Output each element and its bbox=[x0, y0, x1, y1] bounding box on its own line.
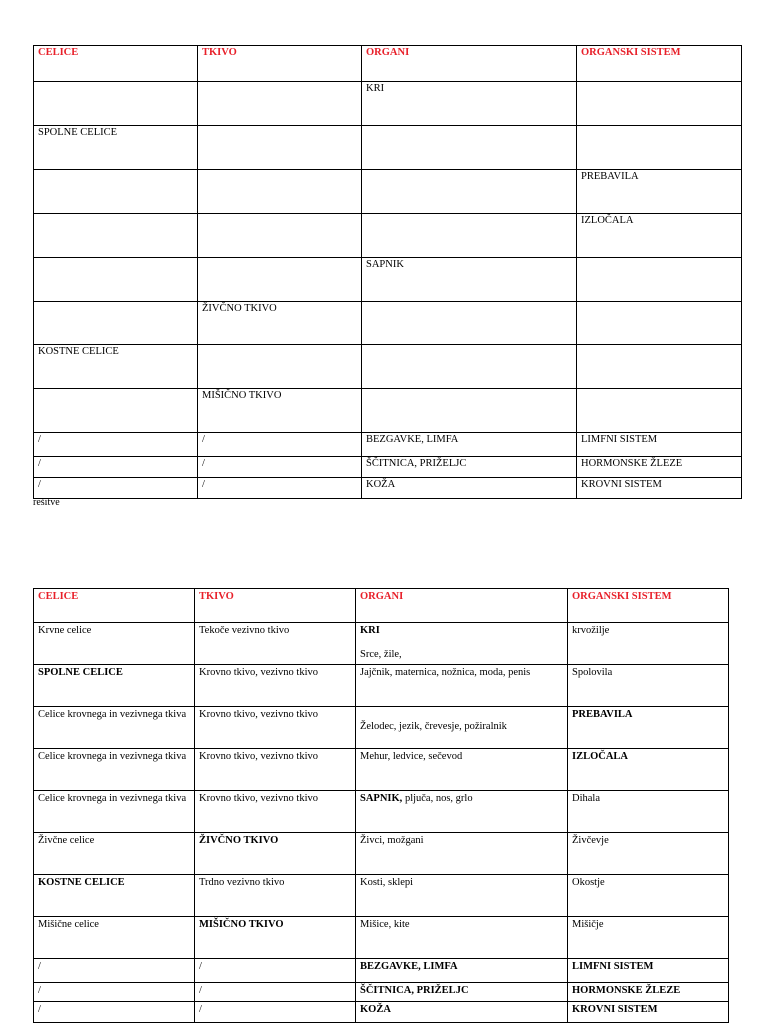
solutions-table bbox=[33, 588, 729, 1023]
table-cell bbox=[362, 389, 577, 433]
table-row bbox=[34, 875, 729, 917]
table-cell: Celice krovnega in vezivnega tkiva bbox=[34, 791, 195, 833]
table-cell bbox=[577, 258, 742, 302]
table-row bbox=[34, 478, 742, 499]
table-cell bbox=[577, 302, 742, 345]
table-cell: Okostje bbox=[568, 875, 729, 917]
table-row bbox=[34, 457, 742, 478]
table-row bbox=[34, 258, 742, 302]
table-cell: Kosti, sklepi bbox=[356, 875, 568, 917]
table-row bbox=[34, 345, 742, 389]
table-cell: Krovno tkivo, vezivno tkivo bbox=[195, 707, 356, 749]
table-row bbox=[34, 983, 729, 1002]
table-cell bbox=[577, 345, 742, 389]
organ-bold: SAPNIK, bbox=[360, 793, 403, 804]
table-cell bbox=[356, 707, 568, 749]
table-cell: Jajčnik, maternica, nožnica, moda, penis bbox=[356, 665, 568, 707]
header-organi: ORGANI bbox=[356, 589, 568, 623]
table-header-row bbox=[34, 589, 729, 623]
table-cell: Živčne celice bbox=[34, 833, 195, 875]
table-cell bbox=[34, 82, 198, 126]
table-cell: Mehur, ledvice, sečevod bbox=[356, 749, 568, 791]
table-cell bbox=[34, 389, 198, 433]
table-cell: Dihala bbox=[568, 791, 729, 833]
table-cell: BEZGAVKE, LIMFA bbox=[356, 959, 568, 983]
table-cell: Mišične celice bbox=[34, 917, 195, 959]
table-cell bbox=[198, 82, 362, 126]
table-cell: / bbox=[195, 983, 356, 1002]
table-cell: Krovno tkivo, vezivno tkivo bbox=[195, 749, 356, 791]
header-celice: CELICE bbox=[34, 589, 195, 623]
table-row bbox=[34, 791, 729, 833]
table-row bbox=[34, 833, 729, 875]
worksheet-table bbox=[33, 45, 742, 499]
table-cell: ŠČITNICA, PRIŽELJC bbox=[356, 983, 568, 1002]
table-cell: Živčevje bbox=[568, 833, 729, 875]
table-cell bbox=[362, 170, 577, 214]
table-cell: / bbox=[195, 959, 356, 983]
header-tkivo: TKIVO bbox=[195, 589, 356, 623]
table-cell: LIMFNI SISTEM bbox=[577, 433, 742, 457]
table-cell: KOSTNE CELICE bbox=[34, 875, 195, 917]
header-tkivo: TKIVO bbox=[198, 46, 362, 82]
table-cell bbox=[198, 214, 362, 258]
table-cell: / bbox=[34, 1002, 195, 1023]
table-cell: Krvne celice bbox=[34, 623, 195, 665]
table-row bbox=[34, 82, 742, 126]
table-cell: krvožilje bbox=[568, 623, 729, 665]
table-cell: KOŽA bbox=[362, 478, 577, 499]
table-cell: Živci, možgani bbox=[356, 833, 568, 875]
table-cell: / bbox=[198, 457, 362, 478]
table-cell bbox=[198, 170, 362, 214]
table-cell: Trdno vezivno tkivo bbox=[195, 875, 356, 917]
table-cell: SPOLNE CELICE bbox=[34, 665, 195, 707]
table-cell: KROVNI SISTEM bbox=[577, 478, 742, 499]
header-organski-sistem: ORGANSKI SISTEM bbox=[577, 46, 742, 82]
table-cell: Krovno tkivo, vezivno tkivo bbox=[195, 665, 356, 707]
table-cell bbox=[362, 126, 577, 170]
table-cell: KRI bbox=[362, 82, 577, 126]
table-cell bbox=[34, 258, 198, 302]
table-cell bbox=[362, 302, 577, 345]
table-cell: KOŽA bbox=[356, 1002, 568, 1023]
table-cell bbox=[362, 214, 577, 258]
table-cell: IZLOČALA bbox=[568, 749, 729, 791]
table-cell bbox=[34, 214, 198, 258]
header-organski-sistem: ORGANSKI SISTEM bbox=[568, 589, 729, 623]
table-row bbox=[34, 1002, 729, 1023]
table-cell: / bbox=[34, 457, 198, 478]
table-cell bbox=[198, 258, 362, 302]
table-cell: HORMONSKE ŽLEZE bbox=[577, 457, 742, 478]
table-cell: ŽIVČNO TKIVO bbox=[198, 302, 362, 345]
table-row bbox=[34, 749, 729, 791]
table-row bbox=[34, 302, 742, 345]
table-row bbox=[34, 214, 742, 258]
table-cell: HORMONSKE ŽLEZE bbox=[568, 983, 729, 1002]
table-cell: PREBAVILA bbox=[577, 170, 742, 214]
table-cell: Mišice, kite bbox=[356, 917, 568, 959]
table-cell: ŠČITNICA, PRIŽELJC bbox=[362, 457, 577, 478]
table-cell: Celice krovnega in vezivnega tkiva bbox=[34, 707, 195, 749]
table-cell: Mišičje bbox=[568, 917, 729, 959]
solutions-caption: rešitve bbox=[33, 497, 60, 508]
table-cell: SAPNIK bbox=[362, 258, 577, 302]
table-cell: / bbox=[34, 959, 195, 983]
table-row bbox=[34, 126, 742, 170]
table-cell: / bbox=[195, 1002, 356, 1023]
table-row bbox=[34, 707, 729, 749]
table-cell bbox=[34, 302, 198, 345]
table-cell: / bbox=[34, 478, 198, 499]
table-cell bbox=[198, 126, 362, 170]
table-cell: / bbox=[34, 433, 198, 457]
table-cell: Spolovila bbox=[568, 665, 729, 707]
table-cell bbox=[356, 791, 568, 833]
organ-detail: pljuča, nos, grlo bbox=[402, 793, 473, 804]
table-row bbox=[34, 170, 742, 214]
table-cell bbox=[577, 389, 742, 433]
table-cell bbox=[362, 345, 577, 389]
table-cell: MIŠIČNO TKIVO bbox=[195, 917, 356, 959]
table-cell: Tekoče vezivno tkivo bbox=[195, 623, 356, 665]
organ-bold: KRI bbox=[360, 625, 380, 636]
table-cell: BEZGAVKE, LIMFA bbox=[362, 433, 577, 457]
table-row bbox=[34, 389, 742, 433]
table-row bbox=[34, 917, 729, 959]
table-cell: / bbox=[34, 983, 195, 1002]
table-row bbox=[34, 665, 729, 707]
table-row bbox=[34, 959, 729, 983]
header-organi: ORGANI bbox=[362, 46, 577, 82]
table-cell: Krovno tkivo, vezivno tkivo bbox=[195, 791, 356, 833]
table-row bbox=[34, 433, 742, 457]
table-cell: / bbox=[198, 478, 362, 499]
table-cell bbox=[577, 82, 742, 126]
table-cell bbox=[198, 345, 362, 389]
table-cell bbox=[34, 170, 198, 214]
table-cell: KROVNI SISTEM bbox=[568, 1002, 729, 1023]
table-cell: ŽIVČNO TKIVO bbox=[195, 833, 356, 875]
organ-detail: Želodec, jezik, črevesje, požiralnik bbox=[360, 721, 507, 732]
table-cell: PREBAVILA bbox=[568, 707, 729, 749]
table-cell: LIMFNI SISTEM bbox=[568, 959, 729, 983]
header-celice: CELICE bbox=[34, 46, 198, 82]
table-cell: / bbox=[198, 433, 362, 457]
table-cell: SPOLNE CELICE bbox=[34, 126, 198, 170]
table-header-row bbox=[34, 46, 742, 82]
organ-detail: Srce, žile, bbox=[360, 649, 402, 660]
table-cell bbox=[356, 623, 568, 665]
table-cell bbox=[577, 126, 742, 170]
table-cell: IZLOČALA bbox=[577, 214, 742, 258]
table-row bbox=[34, 623, 729, 665]
table-cell: MIŠIČNO TKIVO bbox=[198, 389, 362, 433]
table-cell: Celice krovnega in vezivnega tkiva bbox=[34, 749, 195, 791]
table-cell: KOSTNE CELICE bbox=[34, 345, 198, 389]
